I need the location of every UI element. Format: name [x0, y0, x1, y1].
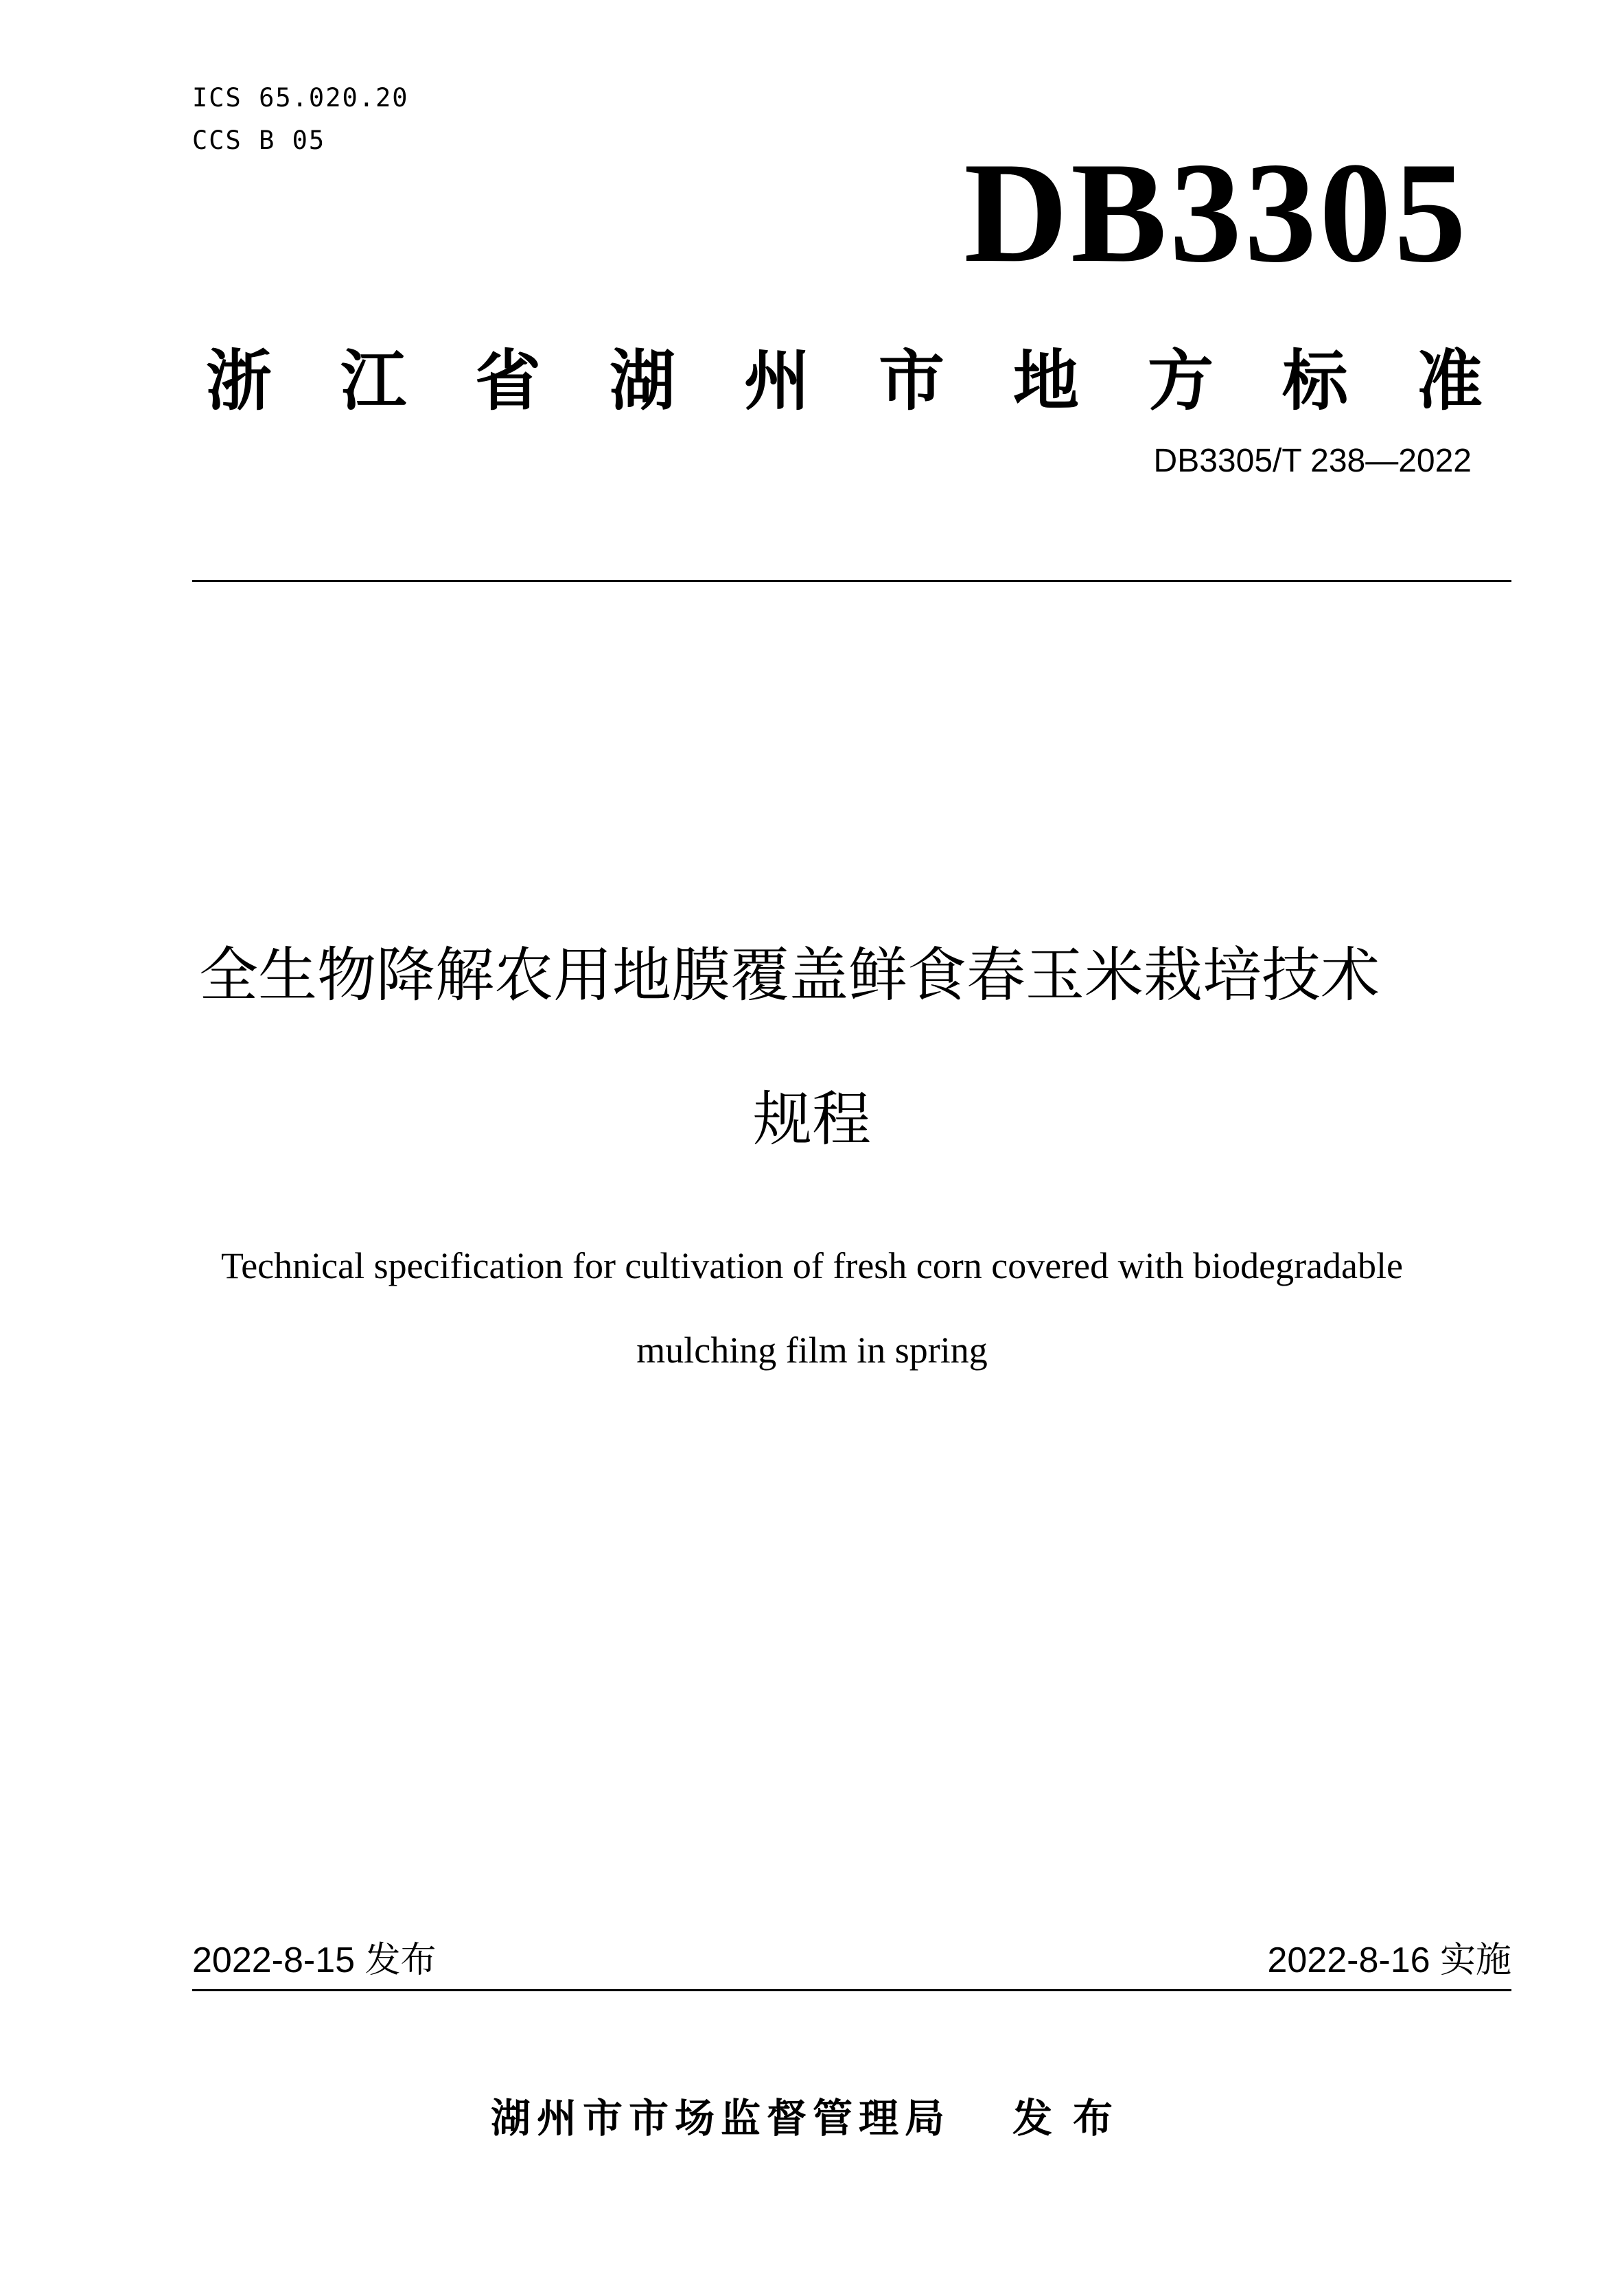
- top-divider: [192, 580, 1511, 582]
- implementation-date: 2022-8-16 实施: [1267, 1940, 1511, 1980]
- title-cn-line-1: 全生物降解农用地膜覆盖鲜食春玉米栽培技术: [199, 941, 1380, 1010]
- title-en-line-1: Technical specification for cultivation of fresh corn covered with biodegradable: [220, 1245, 1403, 1286]
- standard-type-char: 湖: [610, 343, 675, 419]
- standard-type-char: 标: [1282, 343, 1348, 419]
- standard-type-char: 市: [879, 343, 944, 419]
- standard-type-char: 浙: [206, 343, 272, 419]
- ccs-code: CCS B 05: [192, 126, 326, 155]
- publisher-action: 发布: [1012, 2095, 1134, 2142]
- standard-type-char: 准: [1417, 343, 1483, 419]
- bottom-divider: [192, 1989, 1511, 1991]
- issue-date: 2022-8-15 发布: [192, 1940, 437, 1980]
- db-code: DB3305: [964, 133, 1469, 292]
- title-cn-line-2: 规程: [753, 1085, 871, 1154]
- title-en-line-2: mulching film in spring: [636, 1330, 988, 1371]
- standard-number: DB3305/T 238—2022: [1153, 443, 1472, 479]
- standard-type-char: 方: [1148, 343, 1214, 419]
- standard-type-char: 州: [744, 343, 810, 419]
- standard-type-char: 江: [340, 343, 406, 419]
- standard-type-heading: [206, 340, 1483, 422]
- publisher: [0, 2095, 1624, 2143]
- standard-type-char: 省: [475, 343, 541, 419]
- publisher-org: 湖州市市场监督管理局: [490, 2095, 951, 2142]
- standard-type-char: 地: [1013, 343, 1079, 419]
- ics-code: ICS 65.020.20: [192, 83, 409, 113]
